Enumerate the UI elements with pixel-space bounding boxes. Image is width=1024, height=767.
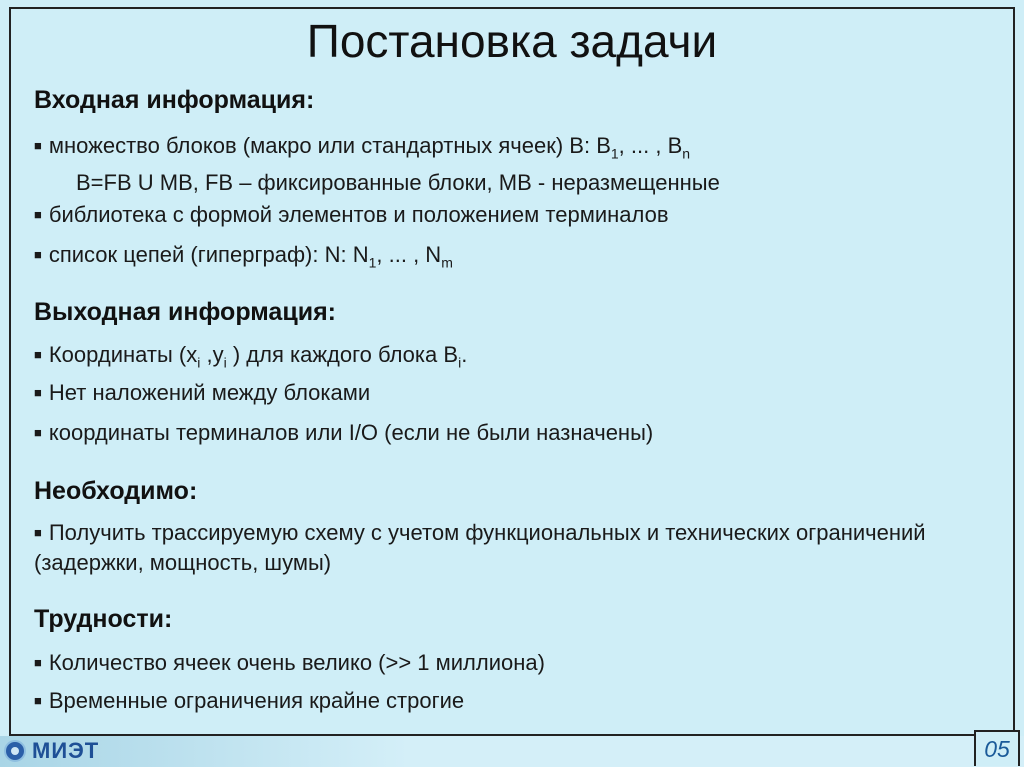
footer-band bbox=[0, 736, 1024, 767]
list-item: ■ множество блоков (макро или стандартных ячеек) B: $B_1$, ... , $B_n$ B=FB U MB, FB – фиксированные блоки, MB - неразмещенные bbox=[34, 131, 720, 198]
logo-emblem-icon bbox=[4, 740, 26, 762]
heading-difficulties: Трудности: bbox=[34, 605, 173, 633]
bullet-icon: ■ bbox=[34, 525, 42, 540]
list-item: ■ библиотека с формой элементов и положением терминалов bbox=[34, 202, 669, 227]
bullet-icon: ■ bbox=[34, 247, 42, 262]
bullet-icon: ■ bbox=[34, 138, 42, 153]
bullet-icon: ■ bbox=[34, 385, 42, 400]
bullet-icon: ■ bbox=[34, 655, 42, 670]
page-number: 05 bbox=[974, 730, 1020, 766]
logo-text: МИЭТ bbox=[32, 738, 100, 763]
list-item-continuation: B=FB U MB, FB – фиксированные блоки, MB - неразмещенные bbox=[76, 170, 720, 196]
heading-required: Необходимо: bbox=[34, 477, 198, 505]
slide-title: Постановка задачи bbox=[306, 15, 718, 67]
bullet-icon: ■ bbox=[34, 207, 42, 222]
bullet-icon: ■ bbox=[34, 693, 42, 708]
heading-output-info: Выходная информация: bbox=[34, 298, 336, 326]
bullet-icon: ■ bbox=[34, 425, 42, 440]
list-item: ■ Получить трассируемую схему с учетом функциональных и технических ограничений (задержки, мощность, шумы) bbox=[34, 520, 926, 575]
list-item: ■ список цепей (гиперграф): N: $N_1$, ... , $N_m$ bbox=[34, 242, 453, 271]
heading-input-info: Входная информация: bbox=[34, 86, 315, 114]
list-item: ■ Временные ограничения крайне строгие bbox=[34, 688, 465, 713]
logo bbox=[4, 738, 99, 764]
list-item: ■ Количество ячеек очень велико (>> 1 миллиона) bbox=[34, 650, 545, 675]
list-item: ■ Координаты ($x_i$ $,y_i$ ) для каждого блока $B_i$. bbox=[34, 342, 468, 371]
list-item: ■ Нет наложений между блоками bbox=[34, 380, 371, 405]
bullet-icon: ■ bbox=[34, 347, 42, 362]
list-item: ■ координаты терминалов или I/O (если не были назначены) bbox=[34, 420, 654, 445]
